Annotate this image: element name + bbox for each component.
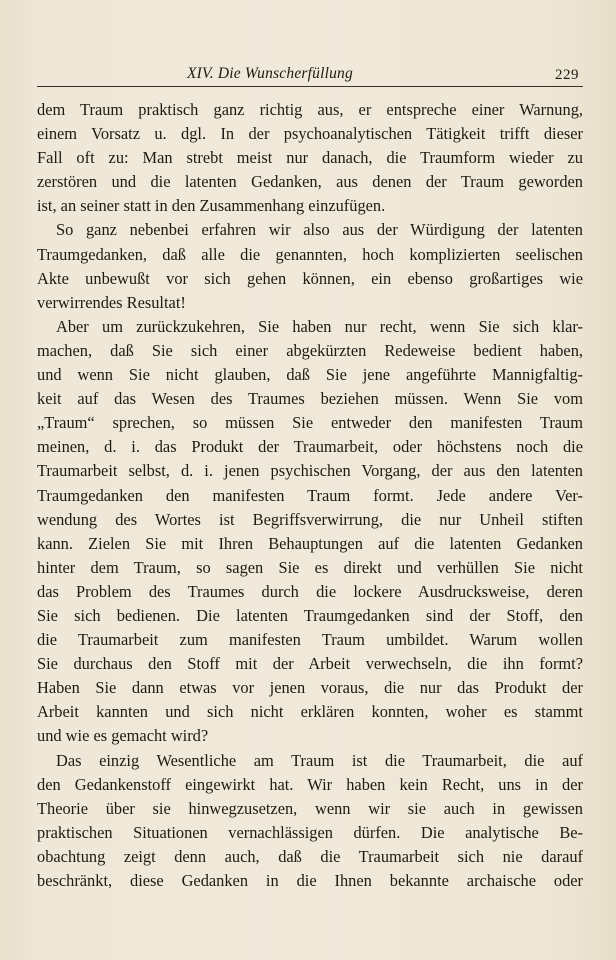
chapter-title: XIV. Die Wunscherfüllung [187,65,353,82]
text-line: Das einzig Wesentliche am Traum ist die Traumarbeit, die auf [56,750,583,770]
text-line: ist, an seiner statt in den Zusammenhang einzufügen. [37,196,386,216]
text-line: „Traum“ sprechen, so müssen Sie entweder den manifesten Traum [37,413,583,433]
text-line: So ganz nebenbei erfahren wir also aus der Würdigung der latenten [56,220,583,240]
text-line: verwirrendes Resultat! [37,292,186,312]
text-line: Arbeit kannten und sich nicht erklären konnten, woher es stammt [37,702,583,722]
text-line: hinter dem Traum, so sagen Sie es direkt und verhüllen Sie nicht [37,557,583,577]
text-line: kann. Zielen Sie mit Ihren Behauptungen auf die latenten Gedanken [37,533,583,553]
text-line: dem Traum praktisch ganz richtig aus, er entspreche einer Warnung, [37,100,583,119]
text-line: die Traumarbeit zum manifesten Traum umbildet. Warum wollen [37,630,583,650]
text-line: wendung des Wortes ist Begriffsverwirrung, die nur Unheil stiften [37,509,583,529]
text-line: Theorie über sie hinwegzusetzen, wenn wir sie auch in gewissen [37,798,583,818]
text-line: Sie sich bedienen. Die latenten Traumgedanken sind der Stoff, den [37,605,583,625]
text-line: Sie durchaus den Stoff mit der Arbeit verwechseln, die ihn formt? [37,654,583,674]
text-line: Traumgedanken den manifesten Traum formt. Jede andere Ver- [37,485,583,505]
text-line: einem Vorsatz u. dgl. In der psychoanalytischen Tätigkeit trifft dieser [37,124,583,144]
page-number: 229 [555,67,579,83]
text-line: meinen, d. i. das Produkt der Traumarbeit, oder höchstens noch die [37,437,583,457]
text-line: obachtung zeigt denn auch, daß die Traumarbeit sich nie darauf [37,846,583,866]
text-line: und wie es gemacht wird? [37,726,209,746]
text-line: machen, daß Sie sich einer abgekürzten Redeweise bedient haben, [37,340,583,360]
text-line: keit auf das Wesen des Traumes beziehen müssen. Wenn Sie vom [37,389,583,409]
text-line: praktischen Situationen vernachlässigen dürfen. Die analytische Be- [37,822,583,842]
text-line: das Problem des Traumes durch die lockere Ausdrucksweise, deren [37,581,583,601]
text-line: Traumarbeit selbst, d. i. jenen psychischen Vorgang, der aus den latenten [37,461,583,481]
text-line: Haben Sie dann etwas vor jenen voraus, die nur das Produkt der [37,678,583,698]
text-line: Fall oft zu: Man strebt meist nur danach, die Traumform wieder zu [37,148,583,168]
text-line: beschränkt, diese Gedanken in die Ihnen bekannte archaische oder [37,871,583,890]
text-line: Akte unbewußt vor sich gehen können, ein ebenso großartiges wie [37,268,583,288]
body-text [37,98,583,893]
text-line: zerstören und die latenten Gedanken, aus denen der Traum geworden [37,172,583,192]
text-line: Aber um zurückzukehren, Sie haben nur recht, wenn Sie sich klar- [56,316,583,336]
text-line: den Gedankenstoff eingewirkt hat. Wir haben kein Recht, uns in der [37,774,583,794]
text-line: und wenn Sie nicht glauben, daß Sie jene angeführte Mannigfaltig- [37,365,583,385]
text-line: Traumgedanken, daß alle die genannten, hoch komplizierten seelischen [37,244,583,264]
running-head [37,64,583,87]
